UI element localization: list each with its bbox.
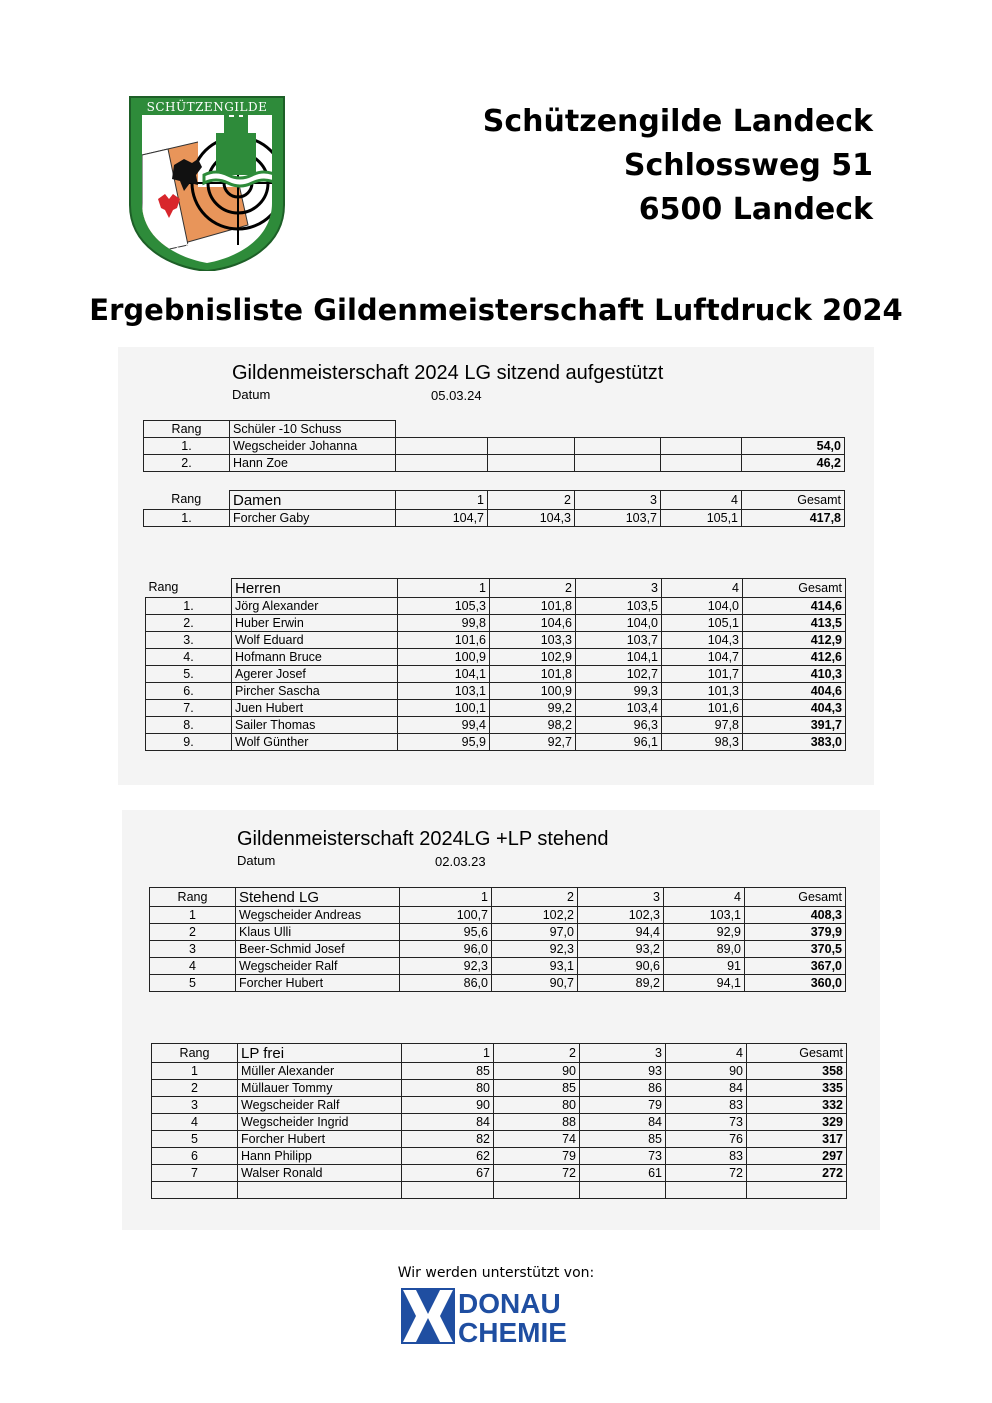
- rank-cell: 9.: [146, 734, 232, 751]
- score-cell: 102,2: [492, 907, 578, 924]
- club-crest-logo: [128, 95, 286, 271]
- table-row: [152, 1080, 847, 1097]
- score-cell: 72: [494, 1165, 580, 1182]
- total-cell: 413,5: [743, 615, 846, 632]
- table-row: [152, 1148, 847, 1165]
- score-cell: 96,0: [400, 941, 492, 958]
- name-cell: Sailer Thomas: [232, 717, 398, 734]
- score-cell: 100,1: [398, 700, 490, 717]
- header-series-4: 4: [666, 1044, 747, 1063]
- score-cell: 102,9: [490, 649, 576, 666]
- table-row: [150, 975, 846, 992]
- rank-cell: 6.: [146, 683, 232, 700]
- score-cell: 74: [494, 1131, 580, 1148]
- rank-cell: 1.: [146, 598, 232, 615]
- score-cell: 104,6: [490, 615, 576, 632]
- rank-cell: 5: [152, 1131, 238, 1148]
- score-cell: 76: [666, 1131, 747, 1148]
- score-cell: 92,9: [664, 924, 745, 941]
- score-cell: 97,8: [662, 717, 743, 734]
- score-cell: 104,0: [662, 598, 743, 615]
- header-category: Damen: [230, 491, 396, 510]
- header-category: Herren: [232, 579, 398, 598]
- score-cell: 101,3: [662, 683, 743, 700]
- table-row: [146, 700, 846, 717]
- name-cell: Jörg Alexander: [232, 598, 398, 615]
- score-cell: 104,3: [662, 632, 743, 649]
- header-total: Gesamt: [745, 888, 846, 907]
- sponsor-name-line2: CHEMIE: [458, 1317, 567, 1345]
- crest-top-text: SCHÜTZENGILDE: [146, 100, 268, 114]
- header-series-1: 1: [396, 491, 488, 510]
- rank-cell: 3: [150, 941, 236, 958]
- name-cell: Wegscheider Ralf: [238, 1097, 402, 1114]
- header-series-4: 4: [662, 579, 743, 598]
- table-row: [152, 1131, 847, 1148]
- total-cell: 367,0: [745, 958, 846, 975]
- score-cell: 101,8: [490, 598, 576, 615]
- name-cell: Pircher Sascha: [232, 683, 398, 700]
- rank-cell: 3: [152, 1097, 238, 1114]
- table-stehend-lg: [149, 887, 846, 992]
- rank-cell: 1.: [144, 438, 230, 455]
- header-rang: Rang: [148, 580, 179, 595]
- score-cell: 101,6: [662, 700, 743, 717]
- score-cell: 89,0: [664, 941, 745, 958]
- header-rang: Rang: [152, 1044, 238, 1063]
- total-cell: 46,2: [742, 455, 845, 472]
- header-series-1: 1: [400, 888, 492, 907]
- score-cell: 80: [402, 1080, 494, 1097]
- header-total: Gesamt: [743, 579, 846, 598]
- table-lp-frei: [151, 1043, 847, 1199]
- header-series-2: 2: [494, 1044, 580, 1063]
- table-row: [150, 958, 846, 975]
- score-cell: 96,3: [576, 717, 662, 734]
- score-cell: 104,7: [396, 510, 488, 527]
- sponsor-name-line1: DONAU: [458, 1288, 561, 1319]
- rank-cell: 4: [152, 1114, 238, 1131]
- score-cell: 88: [494, 1114, 580, 1131]
- header-series-4: 4: [661, 491, 742, 510]
- rank-cell: 1: [152, 1063, 238, 1080]
- name-cell: Wegscheider Johanna: [230, 438, 396, 455]
- score-cell: 91: [664, 958, 745, 975]
- score-cell: 95,6: [400, 924, 492, 941]
- table-row: [146, 717, 846, 734]
- score-cell: 92,3: [492, 941, 578, 958]
- score-cell: 90,6: [578, 958, 664, 975]
- name-cell: Wegscheider Ingrid: [238, 1114, 402, 1131]
- sheet2-title: Gildenmeisterschaft 2024LG +LP stehend: [237, 828, 609, 850]
- total-cell: 329: [747, 1114, 847, 1131]
- table-schueler: [143, 420, 845, 472]
- rank-cell: 3.: [146, 632, 232, 649]
- sheet1-date-label: Datum: [232, 387, 271, 402]
- total-cell: 54,0: [742, 438, 845, 455]
- total-cell: 332: [747, 1097, 847, 1114]
- score-cell: 85: [580, 1131, 666, 1148]
- sponsor-logo: [400, 1287, 595, 1345]
- rank-cell: 2.: [146, 615, 232, 632]
- header-rang: Rang: [150, 888, 236, 907]
- score-cell: 99,4: [398, 717, 490, 734]
- score-cell: 105,1: [662, 615, 743, 632]
- total-cell: 272: [747, 1165, 847, 1182]
- rank-cell: 2.: [144, 455, 230, 472]
- score-cell: 83: [666, 1148, 747, 1165]
- table-row: [146, 632, 846, 649]
- table-row-empty: [152, 1182, 847, 1199]
- score-cell: 93,2: [578, 941, 664, 958]
- name-cell: Juen Hubert: [232, 700, 398, 717]
- name-cell: Walser Ronald: [238, 1165, 402, 1182]
- header-series-4: 4: [664, 888, 745, 907]
- name-cell: Wolf Eduard: [232, 632, 398, 649]
- score-cell: 90: [666, 1063, 747, 1080]
- header-category: Schüler -10 Schuss: [230, 421, 396, 438]
- score-cell: 103,7: [575, 510, 661, 527]
- score-cell: 103,3: [490, 632, 576, 649]
- score-cell: 61: [580, 1165, 666, 1182]
- header-category: Stehend LG: [236, 888, 400, 907]
- score-cell: 103,1: [398, 683, 490, 700]
- score-cell: 79: [494, 1148, 580, 1165]
- header-series-1: 1: [402, 1044, 494, 1063]
- table-row: [144, 455, 845, 472]
- header-total: Gesamt: [747, 1044, 847, 1063]
- rank-cell: 2: [152, 1080, 238, 1097]
- name-cell: Forcher Hubert: [236, 975, 400, 992]
- header-series-1: 1: [398, 579, 490, 598]
- score-cell: 99,3: [576, 683, 662, 700]
- name-cell: Agerer Josef: [232, 666, 398, 683]
- score-cell: 104,1: [398, 666, 490, 683]
- score-cell: 103,5: [576, 598, 662, 615]
- page-title: Ergebnisliste Gildenmeisterschaft Luftdruck 2024: [89, 293, 903, 327]
- header-total: Gesamt: [742, 491, 845, 510]
- rank-cell: 1: [150, 907, 236, 924]
- total-cell: 412,6: [743, 649, 846, 666]
- score-cell: 105,3: [398, 598, 490, 615]
- total-cell: 404,6: [743, 683, 846, 700]
- score-cell: 102,3: [578, 907, 664, 924]
- name-cell: Hofmann Bruce: [232, 649, 398, 666]
- rank-cell: 2: [150, 924, 236, 941]
- score-cell: 103,4: [576, 700, 662, 717]
- score-cell: 80: [494, 1097, 580, 1114]
- address-line-street: Schlossweg 51: [623, 148, 873, 183]
- score-cell: 84: [666, 1080, 747, 1097]
- score-cell: 96,1: [576, 734, 662, 751]
- sheet1-date: 05.03.24: [431, 388, 482, 403]
- score-cell: 95,9: [398, 734, 490, 751]
- score-cell: 101,8: [490, 666, 576, 683]
- header-series-2: 2: [492, 888, 578, 907]
- header-series-3: 3: [578, 888, 664, 907]
- name-cell: Wegscheider Ralf: [236, 958, 400, 975]
- score-cell: 86: [580, 1080, 666, 1097]
- score-cell: 73: [580, 1148, 666, 1165]
- name-cell: Hann Zoe: [230, 455, 396, 472]
- total-cell: 317: [747, 1131, 847, 1148]
- table-row: [146, 649, 846, 666]
- address-line-name: Schützengilde Landeck: [482, 104, 873, 139]
- score-cell: 62: [402, 1148, 494, 1165]
- score-cell: 94,4: [578, 924, 664, 941]
- header-series-3: 3: [580, 1044, 666, 1063]
- score-cell: 89,2: [578, 975, 664, 992]
- header-rang: Rang: [144, 421, 230, 438]
- club-address: [483, 100, 873, 232]
- table-row: [152, 1097, 847, 1114]
- total-cell: 370,5: [745, 941, 846, 958]
- name-cell: Wolf Günther: [232, 734, 398, 751]
- total-cell: 379,9: [745, 924, 846, 941]
- total-cell: 383,0: [743, 734, 846, 751]
- score-cell: 97,0: [492, 924, 578, 941]
- total-cell: 358: [747, 1063, 847, 1080]
- score-cell: 93,1: [492, 958, 578, 975]
- score-cell: 94,1: [664, 975, 745, 992]
- name-cell: Klaus Ulli: [236, 924, 400, 941]
- score-cell: 100,9: [398, 649, 490, 666]
- rank-cell: 4.: [146, 649, 232, 666]
- header-series-2: 2: [488, 491, 575, 510]
- name-cell: Müller Alexander: [238, 1063, 402, 1080]
- table-row: [150, 941, 846, 958]
- name-cell: Huber Erwin: [232, 615, 398, 632]
- address-line-city: 6500 Landeck: [638, 192, 873, 227]
- rank-cell: 8.: [146, 717, 232, 734]
- table-damen: [143, 490, 845, 527]
- score-cell: 104,7: [662, 649, 743, 666]
- score-cell: 84: [580, 1114, 666, 1131]
- total-cell: 412,9: [743, 632, 846, 649]
- header-series-2: 2: [490, 579, 576, 598]
- total-cell: 404,3: [743, 700, 846, 717]
- table-row: [146, 666, 846, 683]
- score-cell: 102,7: [576, 666, 662, 683]
- score-cell: 93: [580, 1063, 666, 1080]
- score-cell: 79: [580, 1097, 666, 1114]
- name-cell: Forcher Hubert: [238, 1131, 402, 1148]
- table-row: [144, 510, 845, 527]
- score-cell: 99,8: [398, 615, 490, 632]
- total-cell: 417,8: [742, 510, 845, 527]
- name-cell: Hann Philipp: [238, 1148, 402, 1165]
- rank-cell: 7.: [146, 700, 232, 717]
- score-cell: 105,1: [661, 510, 742, 527]
- score-cell: 86,0: [400, 975, 492, 992]
- name-cell: Wegscheider Andreas: [236, 907, 400, 924]
- table-row: [144, 438, 845, 455]
- table-row: [146, 734, 846, 751]
- score-cell: 90,7: [492, 975, 578, 992]
- score-cell: 84: [402, 1114, 494, 1131]
- header-series-3: 3: [576, 579, 662, 598]
- score-cell: 103,7: [576, 632, 662, 649]
- rank-cell: 4: [150, 958, 236, 975]
- score-cell: 85: [402, 1063, 494, 1080]
- table-herren: [145, 578, 846, 751]
- table-row: [150, 907, 846, 924]
- score-cell: 82: [402, 1131, 494, 1148]
- table-row: [146, 683, 846, 700]
- score-cell: 85: [494, 1080, 580, 1097]
- score-cell: 99,2: [490, 700, 576, 717]
- header-series-3: 3: [575, 491, 661, 510]
- name-cell: Forcher Gaby: [230, 510, 396, 527]
- table-row: [152, 1165, 847, 1182]
- total-cell: 360,0: [745, 975, 846, 992]
- header-rang: Rang: [171, 492, 202, 507]
- score-cell: 92,7: [490, 734, 576, 751]
- score-cell: 73: [666, 1114, 747, 1131]
- score-cell: 100,9: [490, 683, 576, 700]
- table-row: [146, 598, 846, 615]
- sponsor-label: Wir werden unterstützt von:: [397, 1265, 595, 1281]
- score-cell: 90: [402, 1097, 494, 1114]
- score-cell: 83: [666, 1097, 747, 1114]
- score-cell: 98,3: [662, 734, 743, 751]
- total-cell: 297: [747, 1148, 847, 1165]
- score-cell: 104,3: [488, 510, 575, 527]
- name-cell: Müllauer Tommy: [238, 1080, 402, 1097]
- score-cell: 90: [494, 1063, 580, 1080]
- table-row: [152, 1114, 847, 1131]
- rank-cell: 5: [150, 975, 236, 992]
- score-cell: 103,1: [664, 907, 745, 924]
- total-cell: 414,6: [743, 598, 846, 615]
- score-cell: 104,0: [576, 615, 662, 632]
- score-cell: 67: [402, 1165, 494, 1182]
- score-cell: 100,7: [400, 907, 492, 924]
- rank-cell: 6: [152, 1148, 238, 1165]
- score-cell: 92,3: [400, 958, 492, 975]
- sheet2-date-label: Datum: [237, 853, 276, 868]
- table-row: [146, 615, 846, 632]
- score-cell: 101,6: [398, 632, 490, 649]
- header-category: LP frei: [238, 1044, 402, 1063]
- score-cell: 98,2: [490, 717, 576, 734]
- sheet1-title: Gildenmeisterschaft 2024 LG sitzend aufgestützt: [232, 362, 664, 384]
- total-cell: 410,3: [743, 666, 846, 683]
- sheet2-date: 02.03.23: [435, 854, 486, 869]
- score-cell: 104,1: [576, 649, 662, 666]
- rank-cell: 7: [152, 1165, 238, 1182]
- total-cell: 408,3: [745, 907, 846, 924]
- table-row: [150, 924, 846, 941]
- total-cell: 391,7: [743, 717, 846, 734]
- table-row: [152, 1063, 847, 1080]
- score-cell: 72: [666, 1165, 747, 1182]
- rank-cell: 5.: [146, 666, 232, 683]
- name-cell: Beer-Schmid Josef: [236, 941, 400, 958]
- rank-cell: 1.: [144, 510, 230, 527]
- score-cell: 101,7: [662, 666, 743, 683]
- crest-bottom-text: LANDECK: [172, 235, 242, 260]
- total-cell: 335: [747, 1080, 847, 1097]
